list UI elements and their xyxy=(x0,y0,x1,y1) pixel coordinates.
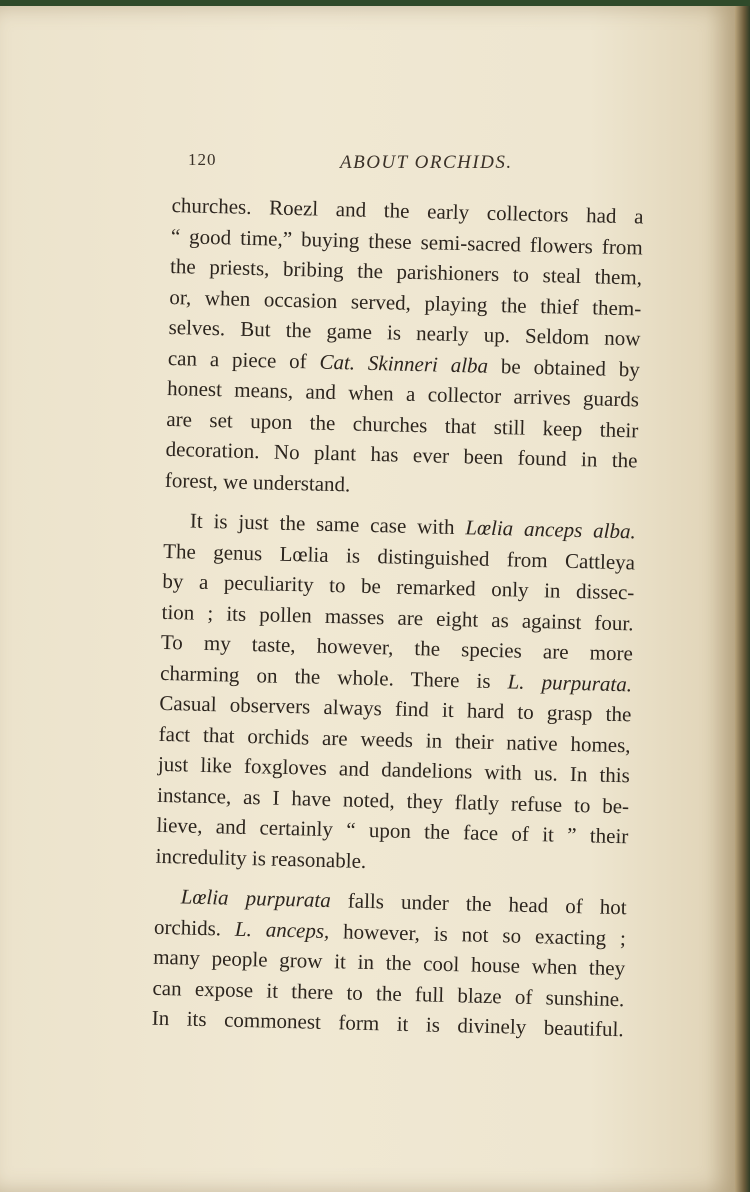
text-segment: be obtained by xyxy=(487,353,641,381)
text-segment: orchids. xyxy=(153,914,236,941)
text-segment: instance, as I have noted, they flatly refuse to be- xyxy=(156,782,630,818)
text-segment: To my taste, however, the species are more xyxy=(160,629,634,666)
italic-text: L. purpurata. xyxy=(507,668,633,696)
italic-text: L. anceps, xyxy=(234,916,330,943)
text-segment: or, when occasion served, playing the thief them- xyxy=(169,284,642,320)
text-segment: It is just the same case with xyxy=(189,508,466,540)
text-segment: however, is not so exacting ; xyxy=(329,918,627,950)
italic-text: Cat. Skinneri alba xyxy=(319,349,489,378)
page-edge xyxy=(735,6,750,1192)
text-segment: fact that orchids are weeds in their native homes, xyxy=(158,721,631,757)
text-segment: can expose it there to the full blaze of sunshine. xyxy=(152,975,625,1011)
text-segment: many people grow it in the cool house when they xyxy=(152,944,626,981)
text-segment: The genus Lœlia is distinguished from Cattleya xyxy=(162,538,636,574)
running-title: ABOUT ORCHIDS. xyxy=(340,152,513,173)
text-segment: churches. Roezl and the early collectors had a xyxy=(171,192,644,229)
text-segment: forest, we understand. xyxy=(164,467,351,496)
text-segment: selves. But the game is nearly up. Seldom now xyxy=(168,314,641,351)
italic-text: Lœlia purpurata xyxy=(180,884,332,913)
text-segment: decoration. No plant has ever been found in the xyxy=(165,436,638,473)
text-segment: falls under the head of hot xyxy=(330,888,627,920)
page-number: 120 xyxy=(188,150,217,169)
running-head xyxy=(188,150,648,180)
text-segment: can a piece of xyxy=(167,345,320,374)
text-segment: honest means, and when a collector arrives guards xyxy=(166,375,640,412)
text-segment: by a peculiarity to be remarked only in dissec- xyxy=(162,568,635,605)
text-segment: incredulity is reasonable. xyxy=(155,843,367,873)
text-segment: lieve, and certainly “ upon the face of it ” their xyxy=(156,812,629,849)
paragraph xyxy=(155,505,636,882)
text-segment: tion ; its pollen masses are eight as against four. xyxy=(161,599,634,635)
text-segment: the priests, bribing the parishioners to steal them, xyxy=(169,253,643,290)
text-segment: In its commonest form it is divinely beautiful. xyxy=(151,1005,624,1042)
body-text xyxy=(151,190,643,1045)
paragraph xyxy=(151,881,627,1045)
paragraph xyxy=(165,190,644,506)
text-segment: charming on the whole. There is xyxy=(159,660,508,693)
text-segment: just like foxgloves and dandelions with us. In this xyxy=(157,751,631,788)
text-segment: Casual observers always find it hard to grasp the xyxy=(159,690,632,727)
text-segment: “ good time,” buying these semi-sacred flowers from xyxy=(170,223,644,260)
italic-text: Lœlia anceps alba. xyxy=(465,515,637,544)
text-segment: are set upon the churches that still keep their xyxy=(166,406,639,442)
